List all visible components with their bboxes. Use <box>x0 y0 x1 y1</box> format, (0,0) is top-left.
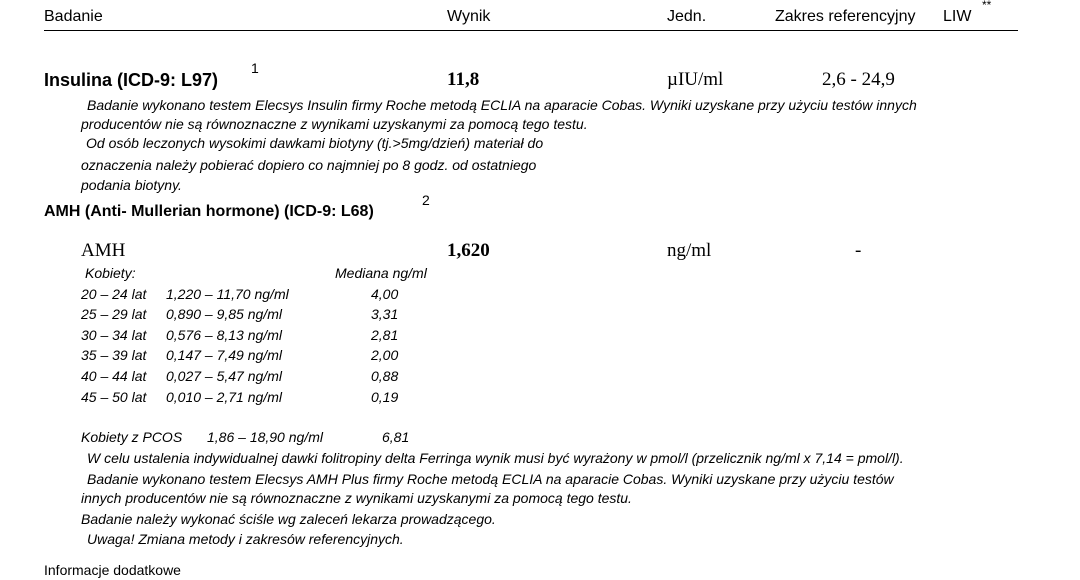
insulin-footnote: 1 <box>251 60 259 76</box>
amh-women-label: Kobiety: <box>85 265 136 281</box>
age-median: 3,31 <box>371 306 399 322</box>
age-group: 25 – 29 lat <box>81 306 147 322</box>
pcos-median: 6,81 <box>382 429 410 445</box>
amh-range: - <box>855 240 862 261</box>
amh-note-3: innych producentów nie są równoznaczne z wynikami uzyskanymi za pomocą tego testu. <box>81 490 632 506</box>
insulin-note-2: producentów nie są równoznaczne z wynikami uzyskanymi za pomocą tego testu. <box>81 116 588 132</box>
age-range: 1,220 – 11,70 ng/ml <box>166 286 289 302</box>
amh-median-label: Mediana ng/ml <box>335 265 427 281</box>
age-median: 4,00 <box>371 286 399 302</box>
insulin-range: 2,6 - 24,9 <box>822 69 895 90</box>
header-result: Wynik <box>447 8 491 25</box>
amh-param-name: AMH <box>81 240 126 261</box>
insulin-note-1: Badanie wykonano testem Elecsys Insulin firmy Roche metodą ECLIA na aparacie Cobas. Wyniki uzyskane przy użyciu testów innych <box>87 97 917 113</box>
age-group: 40 – 44 lat <box>81 368 147 384</box>
pcos-label: Kobiety z PCOS <box>81 429 183 445</box>
amh-note-5: Uwaga! Zmiana metody i zakresów referencyjnych. <box>87 531 404 547</box>
header-range: Zakres referencyjny <box>775 8 916 25</box>
age-group: 35 – 39 lat <box>81 347 147 363</box>
age-group: 20 – 24 lat <box>81 286 147 302</box>
header-divider <box>44 30 1018 31</box>
header-unit: Jedn. <box>667 8 707 25</box>
amh-unit: ng/ml <box>667 240 712 261</box>
insulin-value: 11,8 <box>447 69 480 90</box>
header-liw-mark: ** <box>982 0 992 12</box>
age-range: 0,890 – 9,85 ng/ml <box>166 306 282 322</box>
header-test: Badanie <box>44 8 103 25</box>
amh-note-2: Badanie wykonano testem Elecsys AMH Plus firmy Roche metodą ECLIA na aparacie Cobas. Wyniki uzyskane przy użyciu testów <box>87 471 894 487</box>
age-group: 45 – 50 lat <box>81 389 147 405</box>
amh-note-1: W celu ustalenia indywidualnej dawki folitropiny delta Ferringa wynik musi być wyrażony w pmol/l (przelicznik ng/ml x 7,14 = pmol/l). <box>87 450 904 466</box>
amh-footnote: 2 <box>422 192 430 208</box>
age-median: 0,88 <box>371 368 399 384</box>
insulin-name: Insulina (ICD-9: L97) <box>44 70 219 90</box>
amh-value: 1,620 <box>447 240 490 261</box>
age-range: 0,147 – 7,49 ng/ml <box>166 347 282 363</box>
amh-note-4: Badanie należy wykonać ściśle wg zaleceń lekarza prowadzącego. <box>81 511 496 527</box>
age-range: 0,576 – 8,13 ng/ml <box>166 327 282 343</box>
age-range: 0,010 – 2,71 ng/ml <box>166 389 282 405</box>
pcos-range: 1,86 – 18,90 ng/ml <box>207 429 323 445</box>
additional-info-heading: Informacje dodatkowe <box>44 562 181 578</box>
insulin-test-name <box>44 70 218 91</box>
age-group: 30 – 34 lat <box>81 327 147 343</box>
age-median: 2,00 <box>371 347 399 363</box>
age-median: 0,19 <box>371 389 399 405</box>
age-median: 2,81 <box>371 327 399 343</box>
insulin-note-4: oznaczenia należy pobierać dopiero co najmniej po 8 godz. od ostatniego <box>81 157 537 173</box>
insulin-unit: µIU/ml <box>667 69 724 90</box>
amh-section-name: AMH (Anti- Mullerian hormone) (ICD-9: L68) <box>44 203 374 220</box>
insulin-note-5: podania biotyny. <box>81 177 182 193</box>
age-range: 0,027 – 5,47 ng/ml <box>166 368 282 384</box>
header-liw: LIW <box>943 8 972 25</box>
insulin-note-3: Od osób leczonych wysokimi dawkami biotyny (tj.>5mg/dzień) materiał do <box>86 135 544 151</box>
